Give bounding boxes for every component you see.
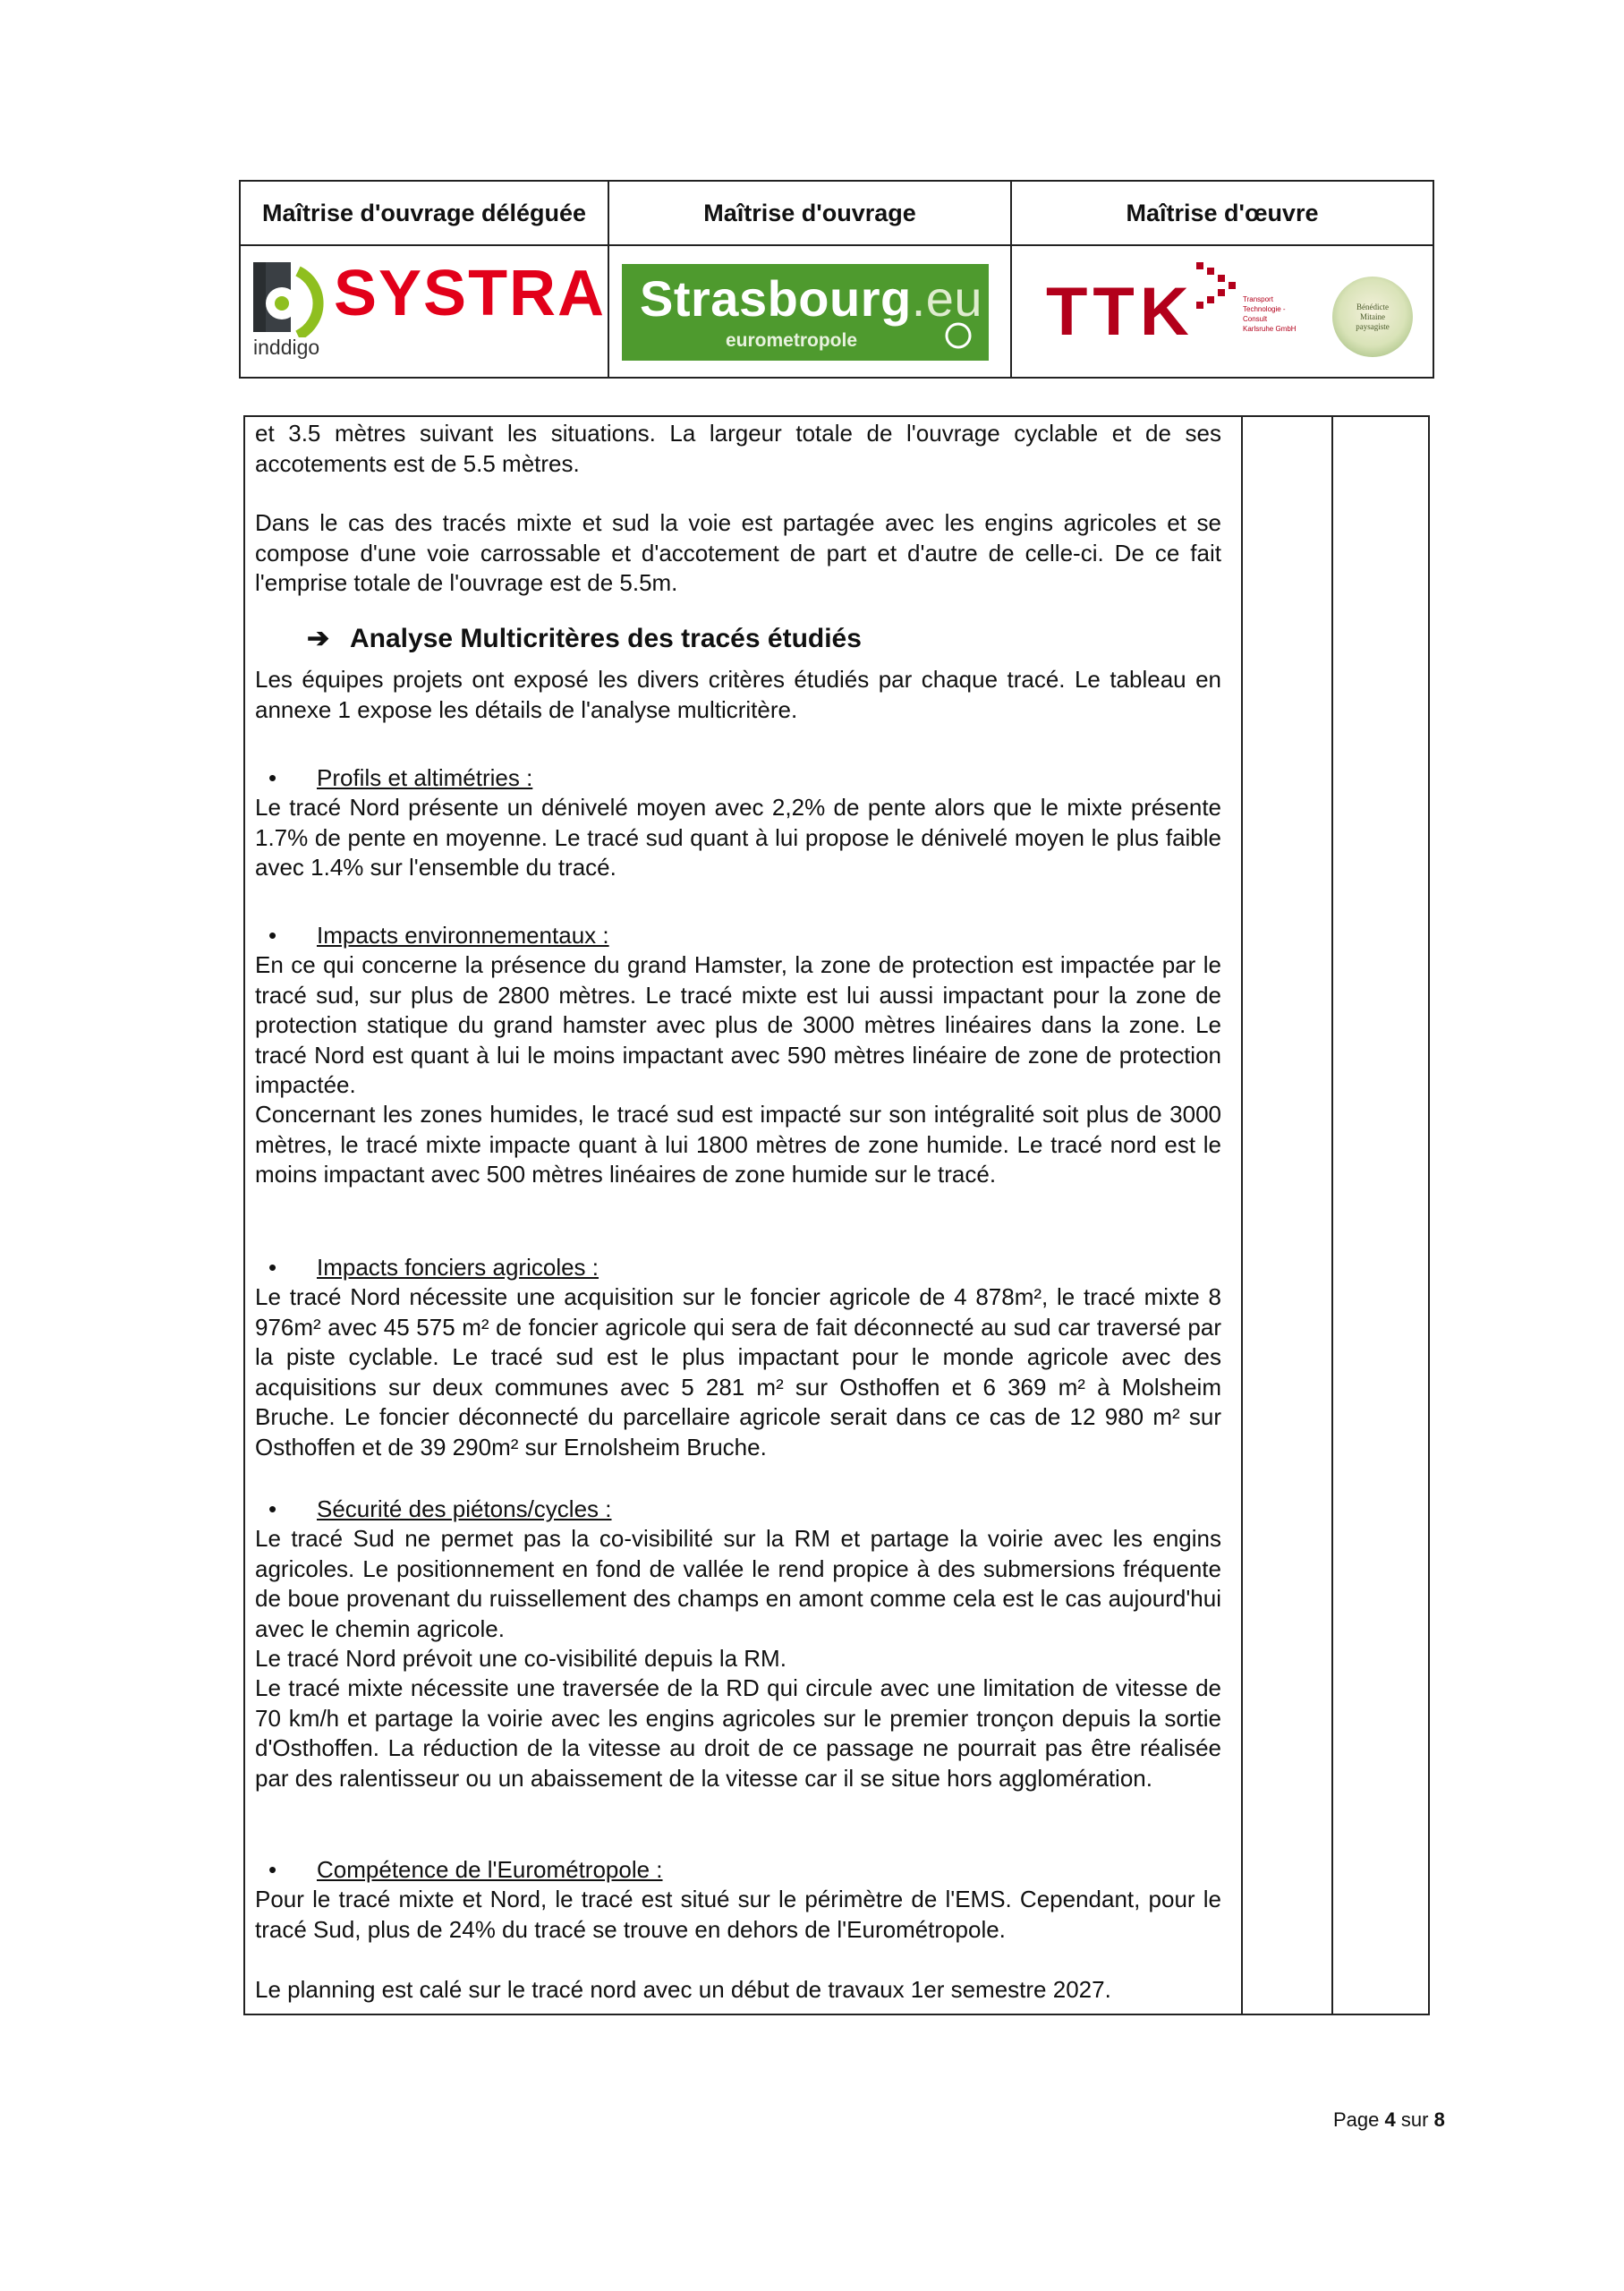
paragraph-width: et 3.5 mètres suivant les situations. La largeur totale de l'ouvrage cyclable et de ses accotements est de 5.5 mètres. <box>255 420 1221 477</box>
total-pages: 8 <box>1433 2108 1445 2131</box>
bullet-profils <box>268 763 532 793</box>
bullet-text: Concernant les zones humides, le tracé sud est impacté sur son intégralité soit plus de 3000 mètres, le tracé mixte impacte quant à lui 1800 mètres de zone humide. Le tracé nord est le moins impactant avec 500 mètres linéaires de zone humide sur le tracé. <box>255 1101 1221 1188</box>
bullet-title: Impacts environnementaux : <box>317 922 609 949</box>
bullet-icon: • <box>268 1254 277 1281</box>
bullet-competence <box>268 1855 663 1885</box>
strasbourg-wordmark: Strasbourg <box>640 270 912 327</box>
bullet-securite <box>268 1495 612 1524</box>
content-column-divider <box>1241 417 1243 2014</box>
paragraph-planning: Le planning est calé sur le tracé nord avec un début de travaux 1er semestre 2027. <box>255 1976 1111 2003</box>
bullet-environnement <box>268 921 609 950</box>
inddigo-logo-icon <box>250 259 336 337</box>
systra-wordmark: SYSTRA <box>334 258 607 329</box>
arrow-right-icon: ➔ <box>307 624 330 653</box>
bullet-text: Le tracé Sud ne permet pas la co-visibilité sur la RM et partage la voirie avec les engins agricoles. Le positionnement en fond de vallée le rend propice à des submersions fréquente de boue provenant du ruissellement des champs en amont comme cela est le cas aujourd'hui avec le chemin agricole. <box>255 1525 1221 1642</box>
strasbourg-suffix: .eu <box>911 270 983 327</box>
inddigo-systra-logos <box>241 246 608 379</box>
inddigo-wordmark: inddigo <box>253 336 320 359</box>
bullet-title: Sécurité des piétons/cycles : <box>317 1495 612 1522</box>
strasbourg-logo <box>609 246 1010 379</box>
bullet-text: Le tracé Nord nécessite une acquisition sur le foncier agricole de 4 878m², le tracé mixte 8 976m² avec 45 575 m² de foncier agricole qui sera de fait déconnecté au sud car traversé par la piste cyclable. Le tracé sud est le plus impactant pour le monde agricole avec des acquisitions sur deux communes avec 5 281 m² sur Osthoffen et 6 369 m² à Molsheim Bruche. Le foncier déconnecté du parcellaire agricole serait dans ce cas de 12 980 m² sur Osthoffen et de 39 290m² sur Ernolsheim Bruche. <box>255 1283 1221 1461</box>
strasbourg-swirl-icon <box>942 319 974 352</box>
strasbourg-logo-box <box>622 264 989 361</box>
bullet-title: Impacts fonciers agricoles : <box>317 1254 599 1281</box>
page-number: Page 4 sur 8 <box>1333 2108 1445 2131</box>
eurometropole-wordmark: eurometropole <box>726 330 858 351</box>
content-column-divider <box>1331 417 1333 2014</box>
ttk-tagline: Transport Technologie - Consult Karlsruhe GmbH <box>1243 295 1297 333</box>
bullet-title: Compétence de l'Eurométropole : <box>317 1856 663 1883</box>
bullet-text: En ce qui concerne la présence du grand Hamster, la zone de protection est impactée par le tracé sud, sur plus de 2800 mètres. Le tracé mixte est lui aussi impactant pour la zone de protection statique du grand hamster avec plus de 3000 mètres linéaires dans la zone. Le tracé Nord est quant à lui le moins impactant avec 590 mètres linéaire de zone de protection impactée. <box>255 951 1221 1098</box>
bullet-icon: • <box>268 1856 277 1883</box>
bullet-text: Le tracé mixte nécessite une traversée de la RD qui circule avec une limitation de vitesse de 70 km/h et partage la voirie avec les engins agricoles sur le premier tronçon depuis la sortie d'Osthoffen. La réduction de la vitesse au droit de ce passage ne pourrait pas être réalisée par des ralentisseur ou un abaissement de la vitesse car il se situe hors agglomération. <box>255 1674 1221 1792</box>
bullet-title: Profils et altimétries : <box>317 764 533 791</box>
current-page: 4 <box>1384 2108 1396 2131</box>
header-col2-title: Maîtrise d'ouvrage <box>703 200 916 226</box>
ttk-bm-logos <box>1012 246 1433 379</box>
bullet-fonciers <box>268 1253 599 1282</box>
ttk-wordmark: TTK <box>1046 274 1195 350</box>
header-table <box>239 180 1434 379</box>
benedicte-mitaine-logo: Bénédicte Mitaine paysagiste <box>1332 277 1413 357</box>
bullet-text: Pour le tracé mixte et Nord, le tracé est situé sur le périmètre de l'EMS. Cependant, pour le tracé Sud, plus de 24% du tracé se trouve en dehors de l'Eurométropole. <box>255 1886 1221 1943</box>
paragraph-shared-lane: Dans le cas des tracés mixte et sud la voie est partagée avec les engins agricoles et se compose d'une voie carrossable et d'accotement de part et d'autre de celle-ci. De ce fait l'emprise totale de l'ouvrage est de 5.5m. <box>255 509 1221 596</box>
paragraph-intro: Les équipes projets ont exposé les divers critères étudiés par chaque tracé. Le tableau en annexe 1 expose les détails de l'analyse multicritère. <box>255 666 1221 723</box>
bullet-text: Le tracé Nord prévoit une co-visibilité depuis la RM. <box>255 1645 786 1672</box>
header-col1-title: Maîtrise d'ouvrage déléguée <box>261 200 587 226</box>
header-col3-title: Maîtrise d'œuvre <box>1126 200 1319 226</box>
ttk-arrow-icon <box>1191 259 1241 312</box>
bullet-icon: • <box>268 764 277 791</box>
section-heading-text: Analyse Multicritères des tracés étudiés <box>350 624 862 653</box>
bullet-text: Le tracé Nord présente un dénivelé moyen avec 2,2% de pente alors que le mixte présente 1.7% de pente en moyenne. Le tracé sud quant à lui propose le dénivelé moyen le plus faible avec 1.4% sur l'ensemble du tracé. <box>255 794 1221 881</box>
bullet-icon: • <box>268 922 277 949</box>
section-heading <box>307 623 862 654</box>
bullet-icon: • <box>268 1495 277 1522</box>
